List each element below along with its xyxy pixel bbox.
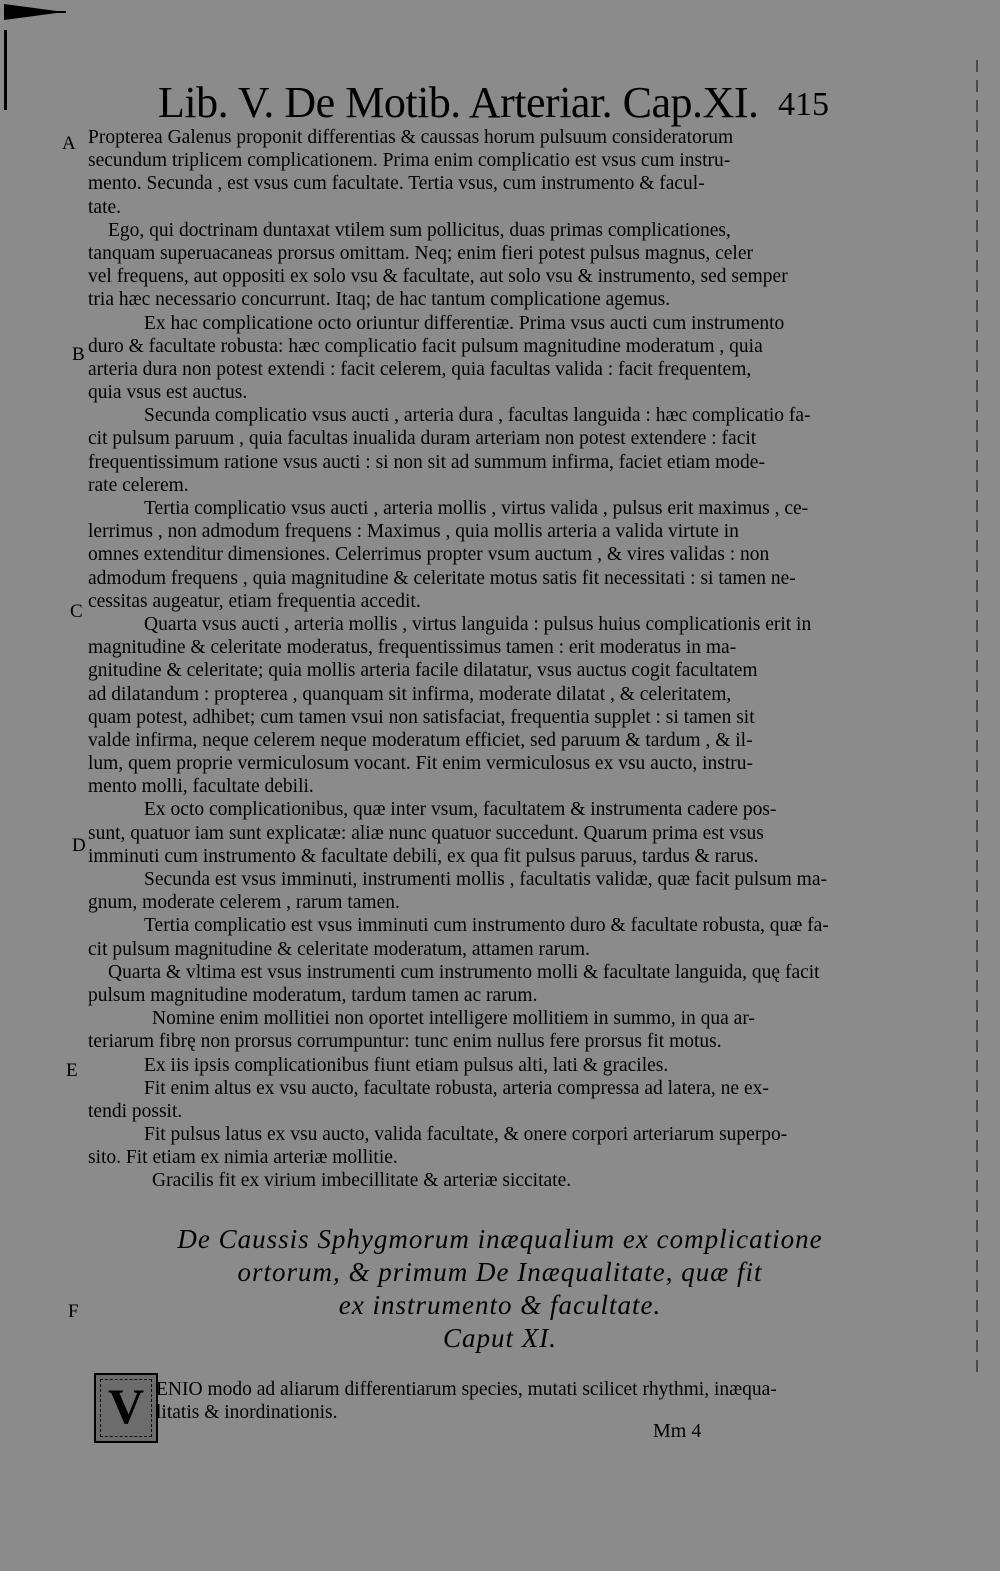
chapter-opening-text: [156, 1378, 846, 1424]
text-line: quia vsus est auctus.: [88, 382, 248, 404]
text-line: mento. Secunda , est vsus cum facultate. Tertia vsus, cum instrumento & facul-: [88, 173, 705, 195]
page-number: 415: [778, 86, 829, 123]
text-line: Secunda est vsus imminuti, instrumenti mollis , facultatis validæ, quæ facit pulsum ma-: [144, 869, 827, 890]
text-line: pulsum magnitudine moderatum, tardum tamen ac rarum.: [88, 984, 538, 1006]
chapter-number: Caput XI.: [443, 1323, 557, 1353]
text-line: gnitudine & celeritate; quia mollis arteria facile dilatatur, vsus auctus cogit facultatem: [88, 660, 758, 682]
text-line: Quarta & vltima est vsus instrumenti cum instrumento molli & facultate languida, quę facit: [108, 961, 820, 983]
text-line: Gracilis fit ex virium imbecillitate & arteriæ siccitate.: [152, 1170, 572, 1192]
text-line: Tertia complicatio vsus aucti , arteria mollis , virtus valida , pulsus erit maximus , ce-: [144, 498, 809, 519]
chapter-heading-line: ex instrumento & facultate.: [338, 1290, 662, 1320]
running-head: Lib. V. De Motib. Arteriar. Cap.XI.: [158, 78, 759, 127]
text-line: Ex octo complicationibus, quæ inter vsum, facultatem & instrumenta cadere pos-: [144, 799, 777, 821]
right-edge-rule: [976, 60, 978, 1380]
text-line: tria hæc necessario concurrunt. Itaq; de hac tantum complicatione agemus.: [88, 289, 671, 311]
text-line: teriarum fibrę non prorsus corrumpuntur: tunc enim nullus fere prorsus fit motus.: [88, 1031, 722, 1053]
text-line: lum, quem proprie vermiculosum vocant. Fit enim vermiculosus ex vsu aucto, instru-: [88, 753, 754, 775]
text-line: sito. Fit etiam ex nimia arteriæ mollitie.: [88, 1147, 398, 1169]
text-line: vel frequens, aut oppositi ex solo vsu & facultate, aut solo vsu & instrumento, sed semper: [88, 266, 788, 288]
text-line: Ex iis ipsis complicationibus fiunt etiam pulsus alti, lati & graciles.: [144, 1054, 669, 1076]
body-text: [88, 126, 832, 1193]
text-line: cit pulsum magnitudine & celeritate moderatum, attamen rarum.: [88, 938, 590, 960]
text-line: Nomine enim mollitiei non oportet intelligere mollitiem in summo, in qua ar-: [152, 1008, 755, 1030]
text-line: cit pulsum paruum , quia facultas inualida duram arteriam non potest extendere : facit: [88, 428, 757, 450]
text-line: tendi possit.: [88, 1100, 183, 1122]
chapter-heading: [110, 1223, 890, 1355]
text-line: sunt, quatuor iam sunt explicatæ: aliæ nunc quatuor succedunt. Quarum prima est vsus: [88, 822, 764, 844]
margin-letter-b: B: [72, 344, 85, 365]
text-line: duro & facultate robusta: hæc complicatio facit pulsum magnitudine moderatum , quia: [88, 335, 763, 357]
text-line: tate.: [88, 196, 122, 218]
text-line: quam potest, adhibet; cum tamen vsui non satisfaciat, frequentia supplet : si tamen sit: [88, 706, 755, 728]
text-line: secundum triplicem complicationem. Prima enim complicatio est vsus cum instru-: [88, 150, 731, 172]
text-line: Secunda complicatio vsus aucti , arteria dura , facultas languida : hæc complicatio fa-: [144, 405, 811, 427]
text-line: Fit enim altus ex vsu aucto, facultate robusta, arteria compressa ad latera, ne ex-: [144, 1077, 769, 1099]
text-line: Propterea Galenus proponit differentias & caussas horum pulsuum consideratorum: [88, 127, 734, 148]
margin-letter-d: D: [72, 835, 86, 856]
text-line: cessitas augeatur, etiam frequentia accedit.: [88, 590, 421, 612]
text-line: arteria dura non potest extendi : facit celerem, quia facultas valida : facit frequentem,: [88, 358, 752, 380]
margin-letter-a: A: [62, 133, 76, 154]
text-line: imminuti cum instrumento & facultate debili, ex qua fit pulsus paruus, tardus & rarus.: [88, 845, 759, 867]
chapter-heading-line: De Caussis Sphygmorum inæqualium ex complicatione: [177, 1224, 823, 1254]
text-line: lerrimus , non admodum frequens : Maximus , quia mollis arteria a valida virtute in: [88, 521, 739, 543]
text-line: ENIO modo ad aliarum differentiarum species, mutati scilicet rhythmi, inæqua-: [156, 1379, 777, 1400]
text-line: Ex hac complicatione octo oriuntur differentiæ. Prima vsus aucti cum instrumento: [144, 312, 785, 334]
chapter-heading-line: ortorum, & primum De Inæqualitate, quæ fit: [237, 1257, 763, 1287]
left-edge-rule: [4, 30, 7, 110]
text-line: Ego, qui doctrinam duntaxat vtilem sum pollicitus, duas primas complicationes,: [108, 219, 731, 241]
margin-letter-c: C: [70, 601, 83, 622]
text-line: Quarta vsus aucti , arteria mollis , virtus languida : pulsus huius complicationis erit in: [144, 613, 812, 635]
text-line: rate celerem.: [88, 474, 189, 496]
text-line: Tertia complicatio est vsus imminuti cum instrumento duro & facultate robusta, quæ fa-: [144, 915, 829, 937]
text-line: magnitudine & celeritate moderatus, frequentissimus tamen : erit moderatus in ma-: [88, 637, 737, 659]
text-line: valde infirma, neque celerem neque moderatum efficiet, sed paruum & tardum , & il-: [88, 729, 753, 751]
text-line: mento molli, facultate debili.: [88, 776, 314, 798]
text-line: ad dilatandum : propterea , quanquam sit infirma, moderate dilatat , & celeritatem,: [88, 683, 732, 705]
text-line: litatis & inordinationis.: [156, 1402, 338, 1424]
text-line: gnum, moderate celerem , rarum tamen.: [88, 892, 400, 914]
margin-letter-e: E: [66, 1060, 78, 1081]
margin-letter-f: F: [68, 1301, 79, 1322]
decorated-initial: V: [94, 1373, 158, 1443]
signature-mark: Mm 4: [653, 1420, 702, 1442]
text-line: admodum frequens , quia magnitudine & celeritate motus satis fit necessitati : si tamen ne-: [88, 567, 796, 589]
text-line: omnes extenditur dimensiones. Celerrimus propter vsum auctum , & vires validas : non: [88, 544, 770, 566]
text-line: Fit pulsus latus ex vsu aucto, valida facultate, & onere corpori arteriarum superpo-: [144, 1124, 788, 1146]
text-line: frequentissimum ratione vsus aucti : si non sit ad summum infirma, faciet etiam mode-: [88, 451, 765, 473]
text-line: tanquam superuacaneas prorsus omittam. Neq; enim fieri potest pulsus magnus, celer: [88, 242, 753, 264]
corner-rule: [4, 11, 66, 13]
